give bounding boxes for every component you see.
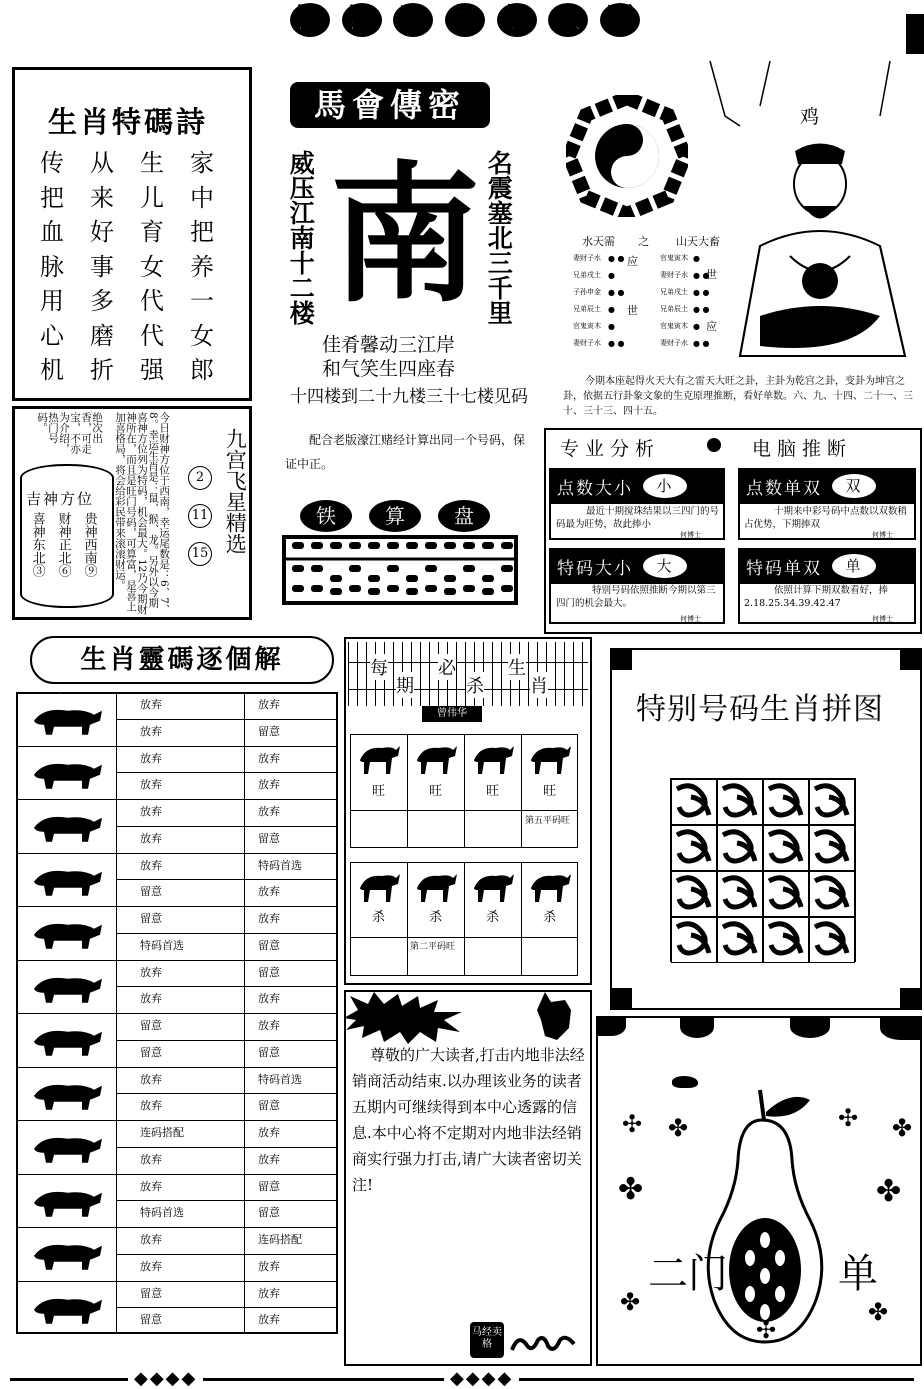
wang-label: 旺 <box>372 784 386 799</box>
animal-name: 鼠 <box>60 694 61 695</box>
cell-divider <box>116 960 338 961</box>
poem-char: 中 <box>190 183 214 212</box>
zodiac-cell: 特码首选 <box>258 1072 302 1086</box>
zodiac-cell: 留意 <box>140 885 162 899</box>
cell-divider <box>116 1254 338 1255</box>
zodiac-cell: 放弃 <box>258 1019 280 1032</box>
zodiac-cell: 留意 <box>258 831 280 845</box>
zodiac-cell: 放弃 <box>140 1099 162 1113</box>
pear-icon <box>700 1080 830 1350</box>
poem-char: 传 <box>40 149 64 177</box>
poem-char: 女 <box>190 321 214 350</box>
puzzle-corner <box>610 648 632 670</box>
puzzle-tile <box>763 825 809 871</box>
zodiac-cell: 放弃 <box>258 805 280 818</box>
panel-text: 特别号码依照推断今期以第三四门的机会最大。 <box>556 585 716 609</box>
panel-head: 点数大小 小 <box>549 468 725 504</box>
hex-right-lines: 官鬼寅木 妻财子水 兄弟戌土 兄弟辰土 官鬼寅木 妻财子水 <box>660 254 688 347</box>
jiugong-text2: 绝次出香，可走宝，不亦为介绍，热门号码。 <box>36 412 104 454</box>
zodiac-cell: 放弃 <box>140 751 162 765</box>
cell-divider <box>116 906 338 907</box>
zodiac-cell: 放弃 <box>258 1259 280 1273</box>
puzzle-tile <box>809 917 855 963</box>
poem-char: 家 <box>190 149 214 177</box>
cell-divider <box>116 986 338 987</box>
hex-left-lines: 妻财子水 兄弟戌土 子孙申金 兄弟辰土 官鬼寅木 妻财子水 <box>573 254 601 347</box>
puzzle-corner <box>610 988 632 1010</box>
hex-mid: 之 <box>638 235 649 248</box>
horse-note: 配合老版濠江赌经计算出同一个号码，保证中正。 <box>285 433 526 471</box>
zodiac-cell: 连码搭配 <box>140 1126 184 1139</box>
wang-label: 旺 <box>486 784 500 799</box>
zodiac-cell: 放弃 <box>140 698 162 711</box>
poem-char: 折 <box>90 356 114 384</box>
ji-col: 财神正北⑥ <box>55 512 71 577</box>
poem-char: 来 <box>90 183 114 212</box>
panel-sig: 何博士 <box>680 531 701 539</box>
ji-title: 吉神方位 <box>26 490 95 508</box>
zodiac-cell: 放弃 <box>140 1259 162 1273</box>
horse-left-column: 威压江南十二楼 <box>286 150 316 325</box>
cell-divider <box>116 1307 338 1308</box>
row-divider <box>16 853 116 854</box>
wang-note: 第五平码旺 <box>525 816 571 826</box>
zodiac-cell: 放弃 <box>140 831 162 845</box>
ji-col: 喜神东北③ <box>29 512 45 577</box>
analysis-title-dot <box>707 438 721 452</box>
poem-char: 事 <box>90 252 114 281</box>
jiugong-nums: 2 11 15 <box>188 466 212 566</box>
animal-icon <box>24 1128 108 1166</box>
grid-line <box>407 862 408 976</box>
animal-name: 蛇 <box>60 961 61 963</box>
animal-icon <box>24 861 108 899</box>
zodiac-cell: 留意 <box>140 1286 162 1300</box>
zodiac-cell: 放弃 <box>140 778 162 792</box>
puzzle-corner <box>900 988 922 1010</box>
horse-line3: 十四楼到二十九楼三十七楼见码 <box>290 387 528 407</box>
panel-head: 特码大小 大 <box>549 548 725 584</box>
shabi-author: 曾伟华 <box>422 706 482 722</box>
label-chicken: 鸡 <box>800 106 820 128</box>
cell-divider <box>116 1067 338 1068</box>
zodiac-cell: 放弃 <box>258 1152 280 1166</box>
flower-icon: ✤ <box>876 1174 902 1209</box>
zodiac-cell: 留意 <box>258 965 280 979</box>
cell-divider <box>116 1013 338 1014</box>
zodiac-cell: 放弃 <box>258 992 280 1006</box>
poem-char: 好 <box>90 218 114 246</box>
animal-name: 虎 <box>60 801 61 802</box>
hex-right-title: 山天大畜 <box>676 235 720 248</box>
pear-blot-top <box>596 1016 626 1036</box>
jiugong-title: 九宫飞星精选 <box>223 428 248 554</box>
big-char: 南 <box>330 147 481 323</box>
hex-left-bars: ● ● ● ● ● ● ● ● ● <box>608 254 625 348</box>
puzzle-tile <box>763 779 809 825</box>
masthead <box>290 2 640 38</box>
puzzle-tile <box>671 825 717 871</box>
cell-divider <box>116 933 338 934</box>
poem-char: 机 <box>40 356 64 384</box>
hex-right-bars: ● ● ● ● ● ● ● ● ● ● <box>693 254 710 348</box>
notice-text: 尊敬的广大读者,打击内地非法经销商活动结束.以办理该业务的读者五期内可继续得到本中心透露的信息.本中心将不定期对内地非法经销商实行强力打击,请广大读者密切关注! <box>352 1046 585 1194</box>
zodiac-cell: 放弃 <box>258 1126 280 1139</box>
poem-char: 把 <box>190 218 214 246</box>
animal-name: 龙 <box>60 908 61 909</box>
animal-icon <box>24 1235 108 1273</box>
panel-sig: 何博士 <box>872 615 893 623</box>
mark-shi-left: 世 <box>627 304 638 317</box>
animal-name: 兔 <box>60 854 61 856</box>
pear-blot-top <box>680 1016 714 1038</box>
grid-line <box>464 862 465 976</box>
flower-icon: ✤ <box>620 1288 641 1316</box>
poem-char: 代 <box>140 321 164 350</box>
zodiac-cell: 放弃 <box>258 1286 280 1300</box>
shabi-title: 肖 <box>530 672 548 698</box>
puzzle-grid <box>670 778 856 962</box>
masthead-char: 加 <box>497 3 537 37</box>
horse-right-column: 名震塞北三千里 <box>484 150 514 325</box>
shabi-title: 生 <box>508 654 526 680</box>
poem-char: 生 <box>140 149 164 177</box>
burst-icon <box>344 992 464 1044</box>
row-divider <box>16 1281 116 1282</box>
masthead-char: 版 <box>600 3 640 37</box>
puzzle-tile <box>717 917 763 963</box>
animal-icon <box>413 868 459 904</box>
panel-text: 十期来中彩号码中点数以双数稍占优势，下期捧双 <box>744 506 908 530</box>
cell-divider <box>116 719 338 720</box>
animal-icon <box>24 700 108 738</box>
analysis-title-right: 电脑推断 <box>752 438 853 460</box>
zodiac-cell: 放弃 <box>140 805 162 818</box>
zodiac-cell: 留意 <box>258 1099 280 1113</box>
cell-divider <box>116 1174 338 1175</box>
animal-icon <box>470 740 516 776</box>
analysis-title-left: 专业分析 <box>560 438 661 460</box>
notice-stamp: 马经卖格 <box>470 1322 504 1358</box>
cell-divider <box>116 1147 338 1148</box>
animal-icon <box>24 1075 108 1113</box>
zodiac-cell: 放弃 <box>140 965 162 979</box>
grid-line <box>464 734 465 848</box>
wang-label: 旺 <box>429 784 443 799</box>
abacus-title: 铁 算 盘 <box>300 500 490 532</box>
pear-blot-top <box>790 1016 830 1038</box>
ji-col: 贵神西南⑨ <box>81 512 97 577</box>
footer-diamonds: ◆◆◆◆ <box>444 1368 519 1389</box>
flower-icon: ✤ <box>668 1114 689 1142</box>
puzzle-tile <box>671 779 717 825</box>
row-divider <box>16 960 116 961</box>
puzzle-tile <box>809 779 855 825</box>
corner-block <box>906 14 924 54</box>
poem-char: 儿 <box>140 183 164 212</box>
zodiac-cell: 留意 <box>140 1313 162 1327</box>
animal-icon <box>24 807 108 845</box>
cell-divider <box>116 826 338 827</box>
animal-name: 猪 <box>60 1282 61 1284</box>
zodiac-cell: 特码首选 <box>140 938 184 952</box>
poem-title: 生肖特碼詩 <box>48 105 209 139</box>
sha-label: 杀 <box>486 910 500 925</box>
panel-text: 依照计算下期双数看好，捧2.18.25.34.39.42.47 <box>744 585 889 609</box>
flower-icon: ✣ <box>756 1316 777 1344</box>
poem-char: 养 <box>190 252 214 281</box>
mark-ying-right: 应 <box>706 320 717 333</box>
zodiac-cell: 放弃 <box>258 751 280 765</box>
zodiac-cell: 留意 <box>258 1179 280 1193</box>
poem-grid <box>40 143 240 385</box>
grid-line <box>521 734 522 848</box>
cell-divider <box>116 853 338 854</box>
animal-icon <box>527 740 573 776</box>
poem-char: 把 <box>40 183 64 212</box>
zodiac-cell: 留意 <box>258 938 280 952</box>
masthead-char: 赌 <box>393 3 433 37</box>
puzzle-tile <box>763 917 809 963</box>
animal-name: 鸡 <box>60 1175 61 1177</box>
masthead-char: 经 <box>445 3 485 37</box>
animal-icon <box>24 754 108 792</box>
grid-line <box>407 734 408 848</box>
panel-text: 最近十期搅珠结果以三四门的号码最为旺势，故此捧小 <box>556 506 720 530</box>
flower-icon: ✤ <box>892 1114 913 1142</box>
puzzle-title: 特别号码生肖拼图 <box>636 692 884 727</box>
animal-icon <box>24 914 108 952</box>
animal-name: 狗 <box>60 1229 61 1230</box>
horse-title: 馬會傳密 <box>290 82 490 128</box>
cell-divider <box>116 1200 338 1201</box>
masthead-char: 濠 <box>290 3 330 37</box>
horse-line2: 和气笑生四座春 <box>322 358 456 380</box>
zodiac-cell: 放弃 <box>140 1152 162 1166</box>
poem-char: 用 <box>40 287 64 315</box>
shabi-title: 期 <box>396 672 414 698</box>
poem-char: 一 <box>190 287 214 315</box>
flower-icon: ✤ <box>618 1172 644 1207</box>
flower-icon: ✣ <box>838 1104 859 1132</box>
pear-right: 单 <box>838 1251 878 1297</box>
poem-char: 血 <box>40 218 64 246</box>
zodiac-cell: 放弃 <box>258 778 280 792</box>
zodiac-cell: 放弃 <box>140 1072 162 1086</box>
poem-char: 心 <box>40 321 64 350</box>
puzzle-tile <box>671 917 717 963</box>
grid-line <box>521 862 522 976</box>
animal-icon <box>24 1021 108 1059</box>
horse-head-icon <box>535 990 575 1042</box>
puzzle-tile <box>763 871 809 917</box>
panel-sig: 何博士 <box>872 531 893 539</box>
zodiac-cell: 放弃 <box>140 1179 162 1193</box>
shabi-title: 必 <box>438 654 456 680</box>
bagua-icon <box>566 95 688 217</box>
poem-char: 女 <box>140 252 164 281</box>
animal-icon <box>24 1182 108 1220</box>
puzzle-tile <box>809 825 855 871</box>
cell-divider <box>116 1120 338 1121</box>
mark-ying-left: 应 <box>627 255 638 268</box>
zodiac-cell: 放弃 <box>258 885 280 899</box>
row-divider <box>16 1067 116 1068</box>
row-divider <box>16 799 116 800</box>
puzzle-tile <box>809 871 855 917</box>
animal-name: 羊 <box>60 1068 61 1070</box>
mouse-icon <box>672 1076 698 1088</box>
zodiac-cell: 留意 <box>140 1045 162 1059</box>
animal-name: 马 <box>60 1015 61 1016</box>
flower-icon: ✤ <box>868 1298 889 1326</box>
poem-char: 磨 <box>90 321 114 350</box>
animal-icon <box>470 868 516 904</box>
cell-divider <box>116 1281 338 1282</box>
masthead-char: 大 <box>548 3 588 37</box>
zodiac-cell: 放弃 <box>140 724 162 738</box>
zodiac-cell: 留意 <box>258 724 280 738</box>
cell-divider <box>116 1093 338 1094</box>
poem-char: 脉 <box>40 252 64 281</box>
row-divider <box>16 746 116 747</box>
jiugong-text1: 今日财神方位于西南，幸运尾数是：6、7、8。幸运生肖是：鼠、猴、龙。另外以今期喜神方位列为特码，机会最大。12乃今期财神所在，而且是旺门号码，可算富，是喜上加喜格局，将会给彩民带来滚滚财运。 <box>114 412 171 615</box>
panel-head: 点数单双 双 <box>738 468 916 504</box>
row-divider <box>16 1227 116 1228</box>
zodiac-cell: 放弃 <box>258 912 280 925</box>
cell-divider <box>116 1227 338 1228</box>
animal-name: 牛 <box>60 747 61 749</box>
footer-diamonds: ◆◆◆◆ <box>128 1368 203 1389</box>
horse-line1: 佳肴馨动三江岸 <box>322 334 456 356</box>
zodiac-cell: 连码搭配 <box>258 1233 302 1246</box>
zodiac-cell: 留意 <box>258 1206 280 1220</box>
zodiac-cell: 放弃 <box>140 992 162 1006</box>
animal-name: 猴 <box>60 1122 61 1123</box>
zodiac-cell: 特码首选 <box>258 858 302 872</box>
sha-label: 杀 <box>372 910 386 925</box>
panel-sig: 何博士 <box>680 615 701 623</box>
poem-char: 育 <box>140 218 164 246</box>
poem-char: 郎 <box>190 356 214 384</box>
signature-icon <box>508 1332 578 1356</box>
puzzle-tile <box>717 871 763 917</box>
puzzle-tile <box>671 871 717 917</box>
poem-char: 强 <box>140 356 164 384</box>
zodiac-cell: 留意 <box>140 912 162 925</box>
cell-divider <box>116 772 338 773</box>
animal-icon <box>356 868 402 904</box>
bagua-text: 今期本座起得火天大有之雷天大旺之卦，主卦为乾宫之卦，变卦为坤宫之卦，依据五行卦象文象的生克原理推断，看好单数。六、九、十四、二十一、三十、三十三、四十五。 <box>563 376 913 417</box>
row-divider <box>16 1174 116 1175</box>
row-divider <box>16 1013 116 1014</box>
zodiac-cell: 放弃 <box>140 1233 162 1246</box>
sha-note: 第二平码旺 <box>410 942 456 952</box>
pear-blot-top <box>880 1016 922 1040</box>
zodiac-cell: 放弃 <box>140 858 162 872</box>
puzzle-tile <box>717 825 763 871</box>
poem-char: 从 <box>90 149 114 177</box>
zodiac-cell: 特码首选 <box>140 1206 184 1220</box>
sha-label: 杀 <box>543 910 557 925</box>
zodiac-cell: 留意 <box>258 1045 280 1059</box>
puzzle-tile <box>717 779 763 825</box>
puzzle-corner <box>900 648 922 670</box>
wang-label: 旺 <box>543 784 557 799</box>
cell-divider <box>116 799 338 800</box>
row-divider <box>16 906 116 907</box>
mark-shi-right: 世 <box>706 268 717 281</box>
cell-divider <box>116 746 338 747</box>
zodiac-cell: 放弃 <box>258 1313 280 1327</box>
flower-icon: ✣ <box>622 1110 643 1138</box>
animal-icon <box>527 868 573 904</box>
cell-divider <box>116 1040 338 1041</box>
pear-left: 二门 <box>648 1251 728 1297</box>
zodiac-cell: 放弃 <box>258 698 280 711</box>
zodiac-cell: 留意 <box>140 1019 162 1032</box>
poem-char: 多 <box>90 287 114 315</box>
animal-icon <box>24 968 108 1006</box>
row-divider <box>16 1120 116 1121</box>
hex-left-title: 水天需 <box>582 235 615 248</box>
sha-label: 杀 <box>429 910 443 925</box>
panel-head: 特码单双 单 <box>738 548 916 584</box>
shabi-title: 杀 <box>466 672 484 698</box>
masthead-char: 江 <box>342 3 382 37</box>
cell-divider <box>116 879 338 880</box>
animal-icon <box>24 1289 108 1327</box>
poem-char: 代 <box>140 287 164 315</box>
abacus-icon <box>282 535 518 605</box>
zodiac-title: 生肖靈碼逐個解 <box>30 636 334 684</box>
shabi-title: 每 <box>370 654 388 680</box>
animal-icon <box>413 740 459 776</box>
animal-icon <box>356 740 402 776</box>
